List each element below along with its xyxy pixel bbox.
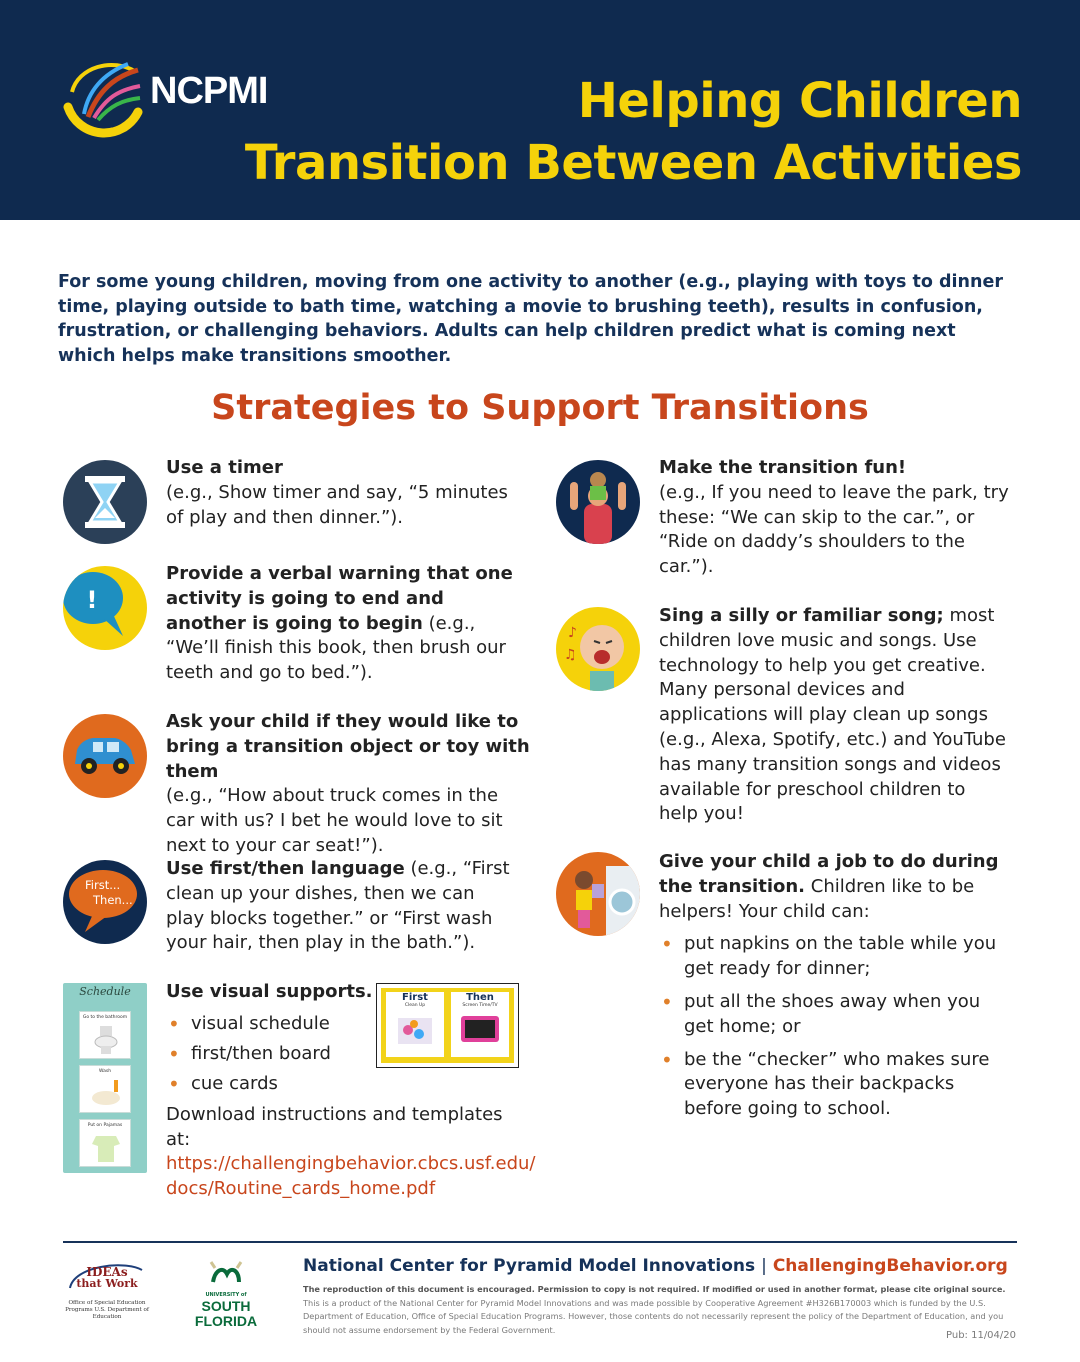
hourglass-icon xyxy=(63,460,147,544)
ideas-line2: that Work xyxy=(76,1277,138,1290)
svg-text:♫: ♫ xyxy=(564,647,577,663)
strategy-visual-title: Use visual supports. xyxy=(166,981,373,1002)
schedule-card-label: Put on Pajamas xyxy=(87,1123,123,1128)
car-icon xyxy=(63,714,147,798)
wash-icon xyxy=(80,1074,132,1112)
strategy-fun-body: (e.g., If you need to leave the park, try these: “We can skip to the car.”, or “Ride on daddy’s shoulders to the car.”). xyxy=(659,481,1009,578)
list-item: • first/then board xyxy=(166,1039,526,1069)
visual-schedule-image xyxy=(63,983,147,1173)
strategy-timer-title: Use a timer xyxy=(166,457,283,478)
intro-paragraph: For some young children, moving from one activity to another (e.g., playing with toys to dinner time, playing outside to bath time, watching a movie to brushing teeth), results in confusion, frustration, or challenging behaviors. Adults can help children predict what is coming next which helps make transitions smoother. xyxy=(58,272,1003,366)
schedule-card xyxy=(79,1011,131,1059)
usf-line1: SOUTH xyxy=(201,1298,251,1314)
strategy-first-then-body: (e.g., “First clean up your dishes, then we can play blocks together.” or “First wash your hair, then play in the bath.”). xyxy=(166,858,510,954)
routine-cards-link-line2[interactable]: docs/Routine_cards_home.pdf xyxy=(166,1178,436,1200)
download-instructions: Download instructions and templates at: xyxy=(166,1103,503,1150)
footer-disclaimer-bold: The reproduction of this document is encouraged. Permission to copy is not required. If modified or used in another format, please cite original source. xyxy=(303,1284,1006,1294)
strategy-timer xyxy=(166,456,526,530)
footer-disclaimer xyxy=(303,1283,1015,1337)
page-title xyxy=(245,70,1022,194)
shoulder-ride-icon xyxy=(556,460,640,544)
strategy-first-then xyxy=(166,857,511,956)
title-line-2: Transition Between Activities xyxy=(244,135,1022,191)
list-item: • visual schedule xyxy=(166,1009,526,1039)
tablet-icon xyxy=(451,1008,509,1048)
board-then-column xyxy=(451,992,509,1057)
usf-logo xyxy=(193,1260,259,1332)
svg-text:♪: ♪ xyxy=(568,625,577,641)
strategy-warning-body: (e.g., “We’ll finish this book, then brush our teeth and go to bed.”). xyxy=(166,612,506,684)
schedule-card xyxy=(79,1119,131,1167)
toilet-icon xyxy=(80,1020,132,1058)
ncpmi-swirl-icon xyxy=(58,52,148,142)
strategy-job xyxy=(659,850,1014,1122)
ideas-caption: Office of Special Education Programs U.S. Department of Education xyxy=(65,1300,149,1320)
usf-bull-icon xyxy=(193,1260,259,1290)
footer-divider xyxy=(63,1241,1017,1243)
publication-date: Pub: 11/04/20 xyxy=(946,1330,1016,1341)
helper-child-icon xyxy=(556,852,640,936)
footer-org: National Center for Pyramid Model Innovations xyxy=(303,1256,756,1276)
ideas-that-work-logo xyxy=(64,1258,150,1334)
footer-site-link[interactable]: ChallengingBehavior.org xyxy=(772,1256,1008,1276)
first-then-board-image xyxy=(376,983,519,1068)
strategy-timer-body: (e.g., Show timer and say, “5 minutes of play and then dinner.”). xyxy=(166,481,508,528)
strategy-first-then-title: Use first/then language xyxy=(166,858,405,879)
title-line-1: Helping Children xyxy=(577,73,1022,129)
strategy-job-title: Give your child a job to do during the transition. xyxy=(659,851,999,897)
strategy-job-body: Children like to be helpers! Your child can: xyxy=(659,875,975,922)
first-then-bubble-icon xyxy=(63,860,147,944)
list-item: • put napkins on the table while you get ready for dinner; xyxy=(659,932,1014,982)
header-banner xyxy=(0,0,1080,220)
strategy-warning-title: Provide a verbal warning that one activity is going to end and another is going to begin xyxy=(166,563,513,634)
strategy-object xyxy=(166,710,531,859)
schedule-card-label: Wash xyxy=(98,1069,112,1074)
strategy-fun-title: Make the transition fun! xyxy=(659,457,907,478)
schedule-card xyxy=(79,1065,131,1113)
list-item: • put all the shoes away when you get home; or xyxy=(659,990,1014,1040)
svg-text:!: ! xyxy=(86,586,98,614)
strategy-fun xyxy=(659,456,1009,580)
strategy-song-title: Sing a silly or familiar song; xyxy=(659,605,944,626)
first-then-icon-line1: First... xyxy=(85,878,121,892)
routine-cards-link-line1[interactable]: https://challengingbehavior.cbcs.usf.edu/ xyxy=(166,1153,536,1175)
toys-icon xyxy=(386,1008,444,1048)
job-list xyxy=(659,932,1014,1122)
footer-separator: | xyxy=(761,1256,767,1276)
usf-small-text: UNIVERSITY of xyxy=(205,1292,247,1298)
strategy-object-title: Ask your child if they would like to bring a transition object or toy with them xyxy=(166,711,530,782)
board-then-sub: Screen Time/TV xyxy=(462,1003,498,1008)
first-then-icon-line2: Then... xyxy=(93,893,133,907)
board-first-column xyxy=(386,992,444,1057)
pajamas-icon xyxy=(80,1128,132,1166)
strategies-heading: Strategies to Support Transitions xyxy=(211,388,869,428)
footer-disclaimer-text: This is a product of the National Center for Pyramid Model Innovations and was made possible by Cooperative Agreement #H326B170003 which is funded by the U.S. Department of Education, Office of Special Education Programs. However, those contents do not necessarily represent the policy of the Department of Education, and you should not assume endorsement by the Federal Government. xyxy=(303,1297,1004,1335)
footer-title xyxy=(303,1256,1008,1276)
schedule-title: Schedule xyxy=(79,985,131,998)
usf-line2: FLORIDA xyxy=(194,1313,258,1329)
strategy-song-body: most children love music and songs. Use technology to help you get creative. Many personal devices and applications will play clean up songs (e.g., Alexa, Spotify, etc.) and YouTube has many transition songs and videos available for preschool children to help you! xyxy=(659,605,1006,825)
board-first-sub: Clean Up xyxy=(404,1003,426,1008)
schedule-card-label: Go to the bathroom xyxy=(82,1015,128,1020)
speech-bubble-icon xyxy=(63,566,147,650)
ideas-line1: IDEAs xyxy=(86,1265,128,1279)
logo-text: NCPMI xyxy=(150,70,268,112)
strategy-warning xyxy=(166,562,526,686)
strategy-song xyxy=(659,604,1009,827)
board-first-label: First xyxy=(402,992,428,1003)
list-item: • cue cards xyxy=(166,1069,526,1099)
strategy-object-body: (e.g., “How about truck comes in the car with us? I bet he would love to sit next to your car seat!”). xyxy=(166,785,503,856)
list-item: • be the “checker” who makes sure everyone has their backpacks before going to school. xyxy=(659,1048,1014,1122)
singing-child-icon xyxy=(556,607,640,691)
board-then-label: Then xyxy=(466,992,494,1003)
